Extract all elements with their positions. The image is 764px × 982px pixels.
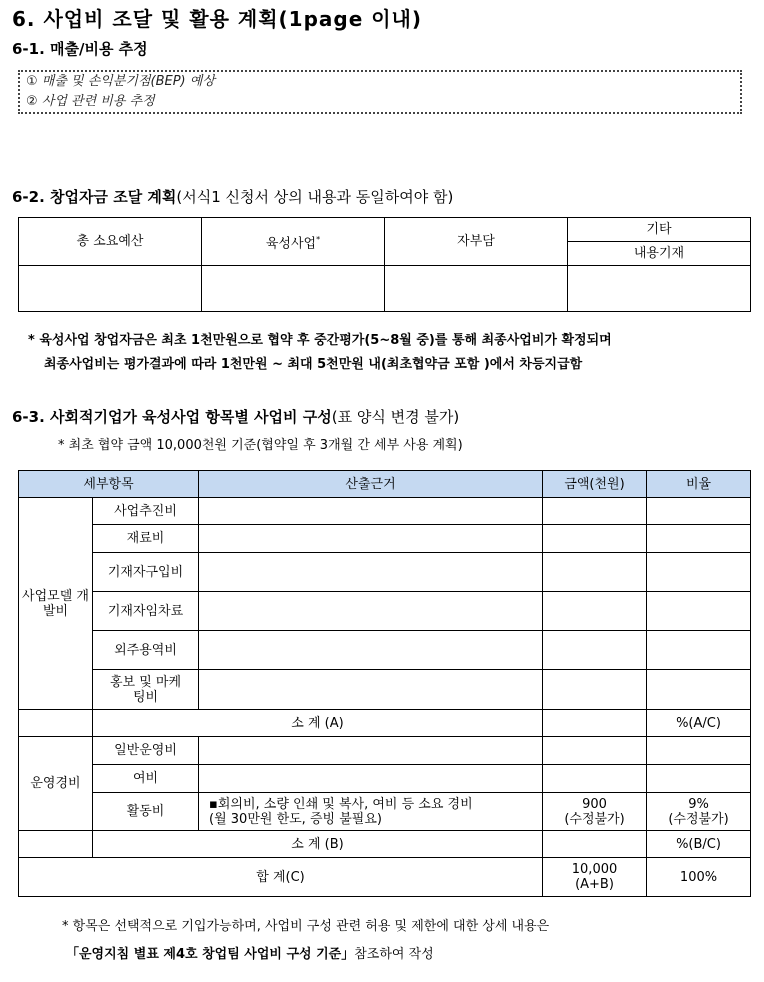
activity-ratio-note: (수정불가): [668, 811, 729, 827]
section-6-3-subtitle: * 최초 협약 금액 10,000천원 기준(협약일 후 3개월 간 세부 사용 계획): [58, 438, 463, 453]
amount-cell[interactable]: [543, 737, 647, 765]
activity-basis: [199, 793, 543, 831]
funding-cell-self[interactable]: [385, 266, 568, 312]
subtotal-b-label: 소 계 (B): [93, 831, 543, 858]
item-equipment-rental: 기재자임차료: [93, 592, 199, 631]
footer-note-reference: 「운영지침 별표 제4호 창업팀 사업비 구성 기준」: [66, 947, 355, 962]
funding-header-other: 기타: [568, 218, 751, 242]
basis-cell[interactable]: [199, 631, 543, 670]
ratio-cell[interactable]: [647, 737, 751, 765]
section-6-3-title: [12, 406, 459, 427]
activity-amount-value: 900: [582, 796, 607, 812]
funding-cell-total[interactable]: [19, 266, 202, 312]
budget-header-basis: 산출근거: [199, 471, 543, 498]
revenue-cost-box[interactable]: [18, 70, 742, 114]
group-business-model: 사업모델 개발비: [19, 498, 93, 710]
total-amount: [543, 858, 647, 897]
basis-cell[interactable]: [199, 525, 543, 553]
amount-cell[interactable]: [543, 553, 647, 592]
group-operating-spacer: [19, 831, 93, 858]
footer-note-line1: * 항목은 선택적으로 기입가능하며, 사업비 구성 관련 허용 및 제한에 대한 상세 내용은: [62, 919, 550, 934]
subtotal-a-label: 소 계 (A): [93, 710, 543, 737]
footer-note-line2: [66, 942, 434, 968]
section-6-3-title-note: (표 양식 변경 불가): [331, 408, 460, 426]
activity-basis-line2: (월 30만원 한도, 증빙 불필요): [209, 811, 382, 827]
item-general-operating: 일반운영비: [93, 737, 199, 765]
funding-table: [18, 217, 751, 312]
basis-cell[interactable]: [199, 592, 543, 631]
basis-cell[interactable]: [199, 737, 543, 765]
item-activity: 활동비: [93, 793, 199, 831]
box-item-cost: ② 사업 관련 비용 추정: [26, 94, 155, 109]
section-6-2-title: [12, 186, 453, 207]
budget-header-amount: 금액(천원): [543, 471, 647, 498]
basis-cell[interactable]: [199, 765, 543, 793]
amount-cell[interactable]: [543, 498, 647, 525]
total-amount-value: 10,000: [571, 862, 618, 877]
amount-cell[interactable]: [543, 765, 647, 793]
basis-cell[interactable]: [199, 553, 543, 592]
basis-cell[interactable]: [199, 498, 543, 525]
basis-cell[interactable]: [199, 670, 543, 710]
amount-cell[interactable]: [543, 525, 647, 553]
ratio-cell[interactable]: [647, 525, 751, 553]
funding-note-line1: * 육성사업 창업자금은 최초 1천만원으로 협약 후 중간평가(5~8월 중)를 통해 최종사업비가 확정되며: [28, 333, 612, 348]
activity-ratio-value: 9%: [688, 796, 709, 812]
funding-header-self: 자부담: [385, 218, 568, 266]
group-operating: 운영경비: [19, 737, 93, 831]
total-amount-formula: (A+B): [575, 877, 614, 892]
budget-header-item: 세부항목: [19, 471, 199, 498]
total-ratio: 100%: [647, 858, 751, 897]
amount-cell[interactable]: [543, 670, 647, 710]
funding-cell-support[interactable]: [202, 266, 385, 312]
subtotal-a-amount[interactable]: [543, 710, 647, 737]
page-title: 6. 사업비 조달 및 활용 계획(1page 이내): [12, 7, 423, 31]
item-business-promotion: 사업추진비: [93, 498, 199, 525]
ratio-cell[interactable]: [647, 670, 751, 710]
funding-cell-other[interactable]: [568, 266, 751, 312]
total-label: 합 계(C): [19, 858, 543, 897]
item-outsourcing: 외주용역비: [93, 631, 199, 670]
item-travel: 여비: [93, 765, 199, 793]
subtotal-a-ratio: %(A/C): [647, 710, 751, 737]
budget-header-ratio: 비율: [647, 471, 751, 498]
section-6-2-title-note: (서식1 신청서 상의 내용과 동일하여야 함): [176, 188, 454, 206]
funding-header-support: 육성사업*: [202, 218, 385, 266]
amount-cell[interactable]: [543, 631, 647, 670]
ratio-cell[interactable]: [647, 765, 751, 793]
subtotal-b-amount[interactable]: [543, 831, 647, 858]
section-6-2-title-bold: 6-2. 창업자금 조달 계획: [12, 188, 177, 206]
footer-note-tail: 참조하여 작성: [354, 947, 434, 962]
group-business-model-spacer: [19, 710, 93, 737]
item-materials: 재료비: [93, 525, 199, 553]
budget-table: [18, 470, 751, 897]
section-6-1-title: 6-1. 매출/비용 추정: [12, 40, 148, 58]
ratio-cell[interactable]: [647, 553, 751, 592]
ratio-cell[interactable]: [647, 592, 751, 631]
subtotal-b-ratio: %(B/C): [647, 831, 751, 858]
box-item-bep: ① 매출 및 손익분기점(BEP) 예상: [26, 74, 215, 89]
funding-header-total: 총 소요예산: [19, 218, 202, 266]
ratio-cell[interactable]: [647, 498, 751, 525]
section-6-3-title-bold: 6-3. 사회적기업가 육성사업 항목별 사업비 구성: [12, 408, 332, 426]
activity-amount-note: (수정불가): [564, 811, 625, 827]
amount-cell[interactable]: [543, 592, 647, 631]
activity-ratio: [647, 793, 751, 831]
activity-amount: [543, 793, 647, 831]
ratio-cell[interactable]: [647, 631, 751, 670]
item-marketing: 홍보 및 마케팅비: [93, 670, 199, 710]
item-equipment-purchase: 기재자구입비: [93, 553, 199, 592]
funding-note-line2: 최종사업비는 평가결과에 따라 1천만원 ~ 최대 5천만원 내(최초협약금 포함 )에서 차등지급함: [44, 357, 583, 372]
funding-header-other-detail: 내용기재: [568, 242, 751, 266]
activity-basis-line1: ▪회의비, 소량 인쇄 및 복사, 여비 등 소요 경비: [209, 796, 473, 812]
